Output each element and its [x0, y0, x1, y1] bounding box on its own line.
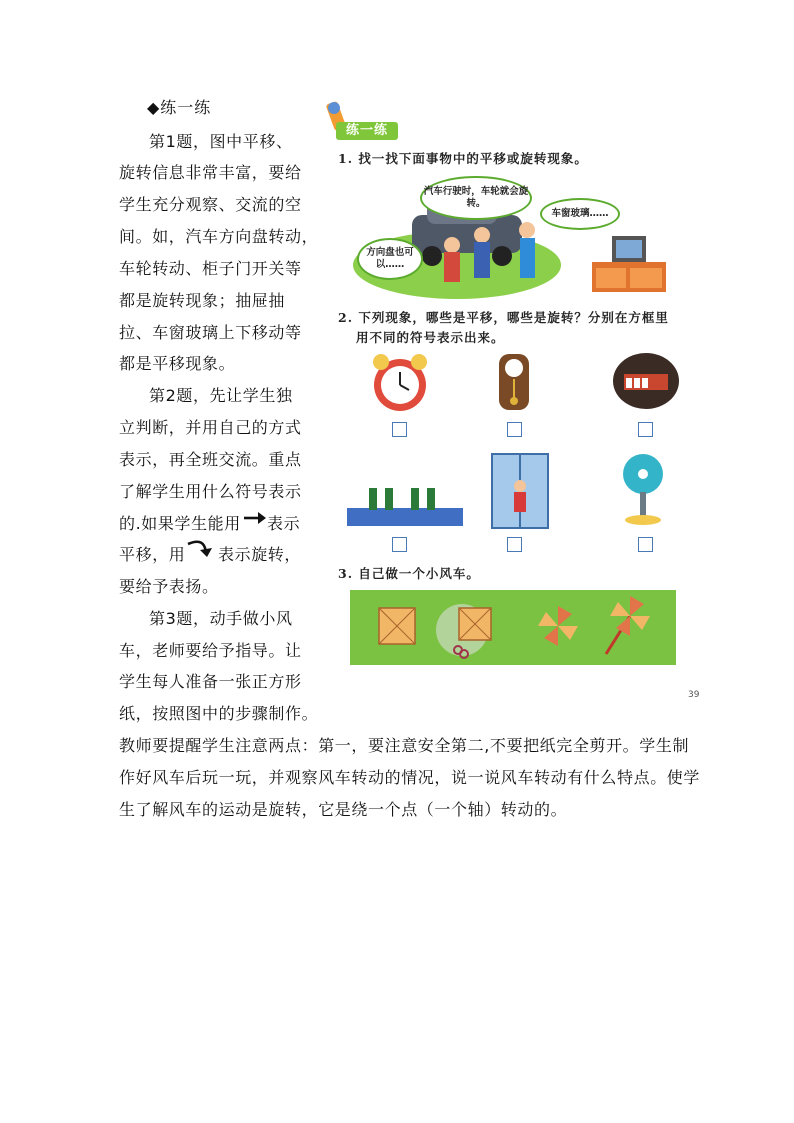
square-paper-step-1 [377, 606, 417, 646]
drawer-illustration [612, 352, 680, 410]
paragraph-line: 教师要提醒学生注意两点：第一，要注意安全第二,不要把纸完全剪开。学生制 [119, 736, 690, 755]
question-1: 1. 找一找下面事物中的平移或旋转现象。 [338, 151, 588, 166]
section-heading: ◆练一练 [147, 98, 212, 117]
commentary-line: 车，老师要给予指导。让 [119, 641, 302, 660]
commentary-line: 学生充分观察、交流的空 [119, 195, 302, 214]
cut-paper-step-2 [434, 600, 504, 660]
commentary-line: 都是旋转现象；抽屉抽 [119, 291, 286, 310]
commentary-line: 间。如，汽车方向盘转动， [119, 227, 319, 246]
question-2-line2: 用不同的符号表示出来。 [356, 330, 505, 345]
commentary-line: 要给予表扬。 [119, 577, 219, 596]
commentary-line: 的.如果学生能用 [119, 514, 241, 533]
paragraph-line: 作好风车后玩一玩，并观察风车转动的情况，说一说风车转动有什么特点。使学 [119, 768, 701, 787]
answer-checkbox[interactable] [507, 537, 522, 552]
page-number: 39 [688, 690, 700, 700]
tv-cabinet-illustration [588, 232, 670, 294]
commentary-line: 第1题，图中平移、 [149, 132, 293, 151]
commentary-line: 第3题，动手做小风 [149, 609, 293, 628]
commentary-line: 了解学生用什么符号表示 [119, 482, 302, 501]
commentary-line: 拉、车窗玻璃上下移动等 [119, 323, 302, 342]
straight-arrow-icon [243, 508, 267, 528]
answer-checkbox[interactable] [638, 422, 653, 437]
textbook-section-title: 练一练 [336, 122, 398, 140]
revolving-door-illustration [486, 450, 554, 532]
commentary-line: 纸，按照图中的步骤制作。 [119, 704, 319, 723]
alarm-clock-illustration [367, 352, 433, 414]
commentary-line: 表示，再全班交流。重点 [119, 450, 302, 469]
commentary-line: 表示旋转， [218, 545, 302, 564]
paragraph-line: 生了解风车的运动是旋转，它是绕一个点（一个轴）转动的。 [119, 800, 568, 819]
commentary-line: 平移，用 [119, 545, 186, 564]
question-2-line1: 2. 下列现象，哪些是平移，哪些是旋转？分别在方框里 [338, 310, 669, 325]
answer-checkbox[interactable] [392, 537, 407, 552]
speech-bubble: 车窗玻璃…… [540, 198, 620, 230]
answer-checkbox[interactable] [638, 537, 653, 552]
pendulum-clock-illustration [493, 352, 535, 412]
commentary-line: 立判断，并用自己的方式 [119, 418, 302, 437]
commentary-line: 表示 [267, 514, 301, 533]
finished-pinwheel-step-4 [600, 592, 656, 658]
curved-arrow-icon [186, 536, 216, 558]
commentary-line: 车轮转动、柜子门开关等 [119, 259, 302, 278]
textbook-section-badge [322, 98, 400, 143]
commentary-line: 都是平移现象。 [119, 354, 236, 373]
commentary-line: 第2题，先让学生独 [149, 386, 293, 405]
speech-bubble: 方向盘也可以…… [357, 238, 423, 280]
folded-pinwheel-step-3 [536, 604, 580, 648]
answer-checkbox[interactable] [392, 422, 407, 437]
conveyor-bottles-illustration [345, 480, 465, 528]
speech-bubble: 汽车行驶时，车轮就会旋转。 [420, 176, 532, 220]
commentary-line: 学生每人准备一张正方形 [119, 672, 302, 691]
answer-checkbox[interactable] [507, 422, 522, 437]
question-3: 3. 自己做一个小风车。 [338, 566, 480, 581]
electric-fan-illustration [618, 452, 668, 526]
commentary-line: 旋转信息非常丰富，要给 [119, 163, 302, 182]
